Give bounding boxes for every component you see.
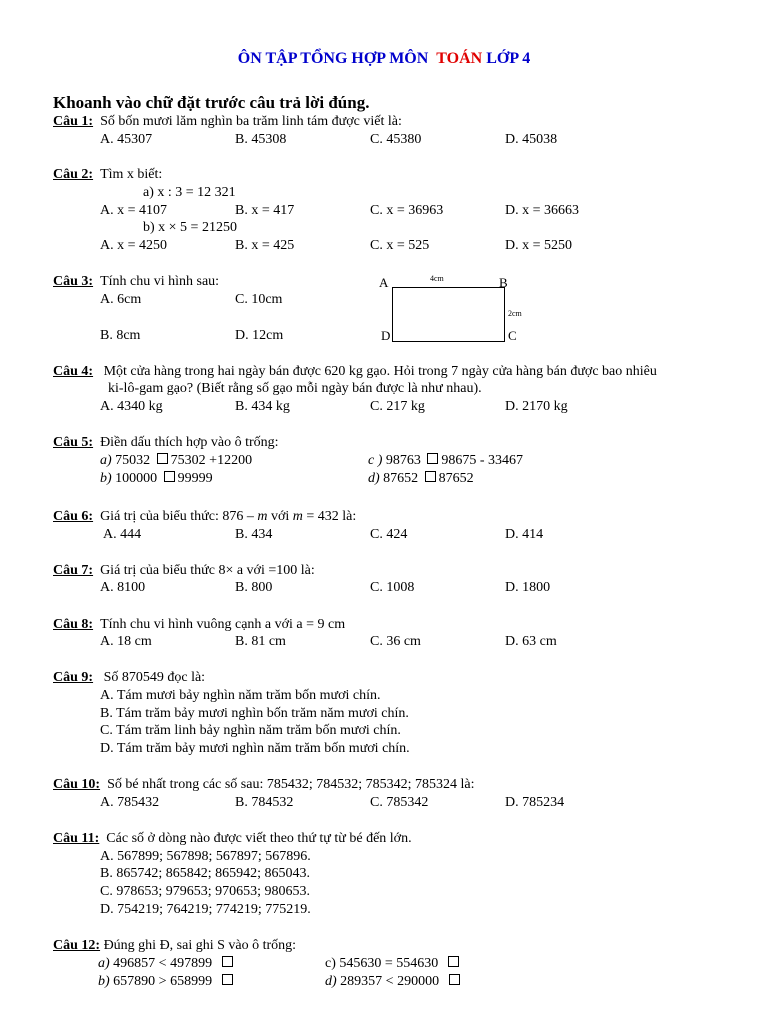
q11-option-b: B. 865742; 865842; 865942; 865043. (100, 866, 311, 881)
q2-b-option-a: A. x = 4250 (100, 238, 168, 253)
q7-option-b: B. 800 (235, 580, 273, 595)
q5-b-answer-box[interactable] (164, 471, 175, 482)
q3-stem (53, 273, 219, 291)
q3-option-c: C. 10cm (235, 292, 283, 307)
q1-option-c: C. 45380 (370, 132, 422, 147)
q2-b-option-c: C. x = 525 (370, 238, 430, 253)
q4-option-a: A. 4340 kg (100, 399, 163, 414)
q9-option-b: B. Tám trăm bảy mươi nghìn bốn trăm năm mươi chín. (100, 706, 409, 721)
q9-text: Số 870549 đọc là: (103, 670, 206, 685)
q12-item-c (325, 955, 462, 973)
q9-option-c: C. Tám trăm linh bảy nghìn năm trăm bốn mươi chín. (100, 723, 401, 738)
q6-option-c: C. 424 (370, 527, 408, 542)
q5-item-d (368, 470, 474, 488)
q7-option-d: D. 1800 (505, 580, 551, 595)
q10-option-b: B. 784532 (235, 795, 294, 810)
vertex-a-label: A (379, 275, 389, 290)
q7-option-c: C. 1008 (370, 580, 415, 595)
q12-b-text: 657890 > 658999 (113, 974, 213, 989)
q3-label: Câu 3: (53, 274, 94, 289)
title-grade: LỚP 4 (486, 50, 531, 67)
q5-d-left: 87652 (383, 471, 419, 486)
q3-option-b: B. 8cm (100, 328, 141, 343)
q12-d-letter: d) (325, 974, 337, 989)
q6-stem (53, 508, 356, 526)
q3-text: Tính chu vi hình sau: (100, 274, 220, 289)
q2-label: Câu 2: (53, 167, 94, 182)
q11-stem (53, 830, 412, 848)
vertex-d-label: D (381, 328, 391, 343)
q7-label: Câu 7: (53, 563, 94, 578)
q5-item-b (100, 470, 213, 488)
q2-text: Tìm x biết: (100, 167, 163, 182)
q8-option-b: B. 81 cm (235, 634, 286, 649)
q7-text: Giá trị của biểu thức 8× a với =100 là: (100, 563, 315, 578)
q3-option-d: D. 12cm (235, 328, 284, 343)
q5-a-left: 75032 (115, 453, 151, 468)
q10-option-d: D. 785234 (505, 795, 565, 810)
instruction: Khoanh vào chữ đặt trước câu trả lời đúng. (53, 93, 370, 112)
q6-text-pre: Giá trị của biểu thức: 876 – (100, 509, 258, 524)
q12-a-letter: a) (98, 956, 110, 971)
q5-d-letter: d) (368, 471, 380, 486)
q10-text: Số bé nhất trong các số sau: 785432; 784532; 785342; 785324 là: (107, 777, 475, 792)
width-label: 4cm (430, 274, 444, 283)
q12-label: Câu 12: (53, 938, 101, 953)
q8-text: Tính chu vi hình vuông cạnh a với a = 9 cm (100, 617, 346, 632)
q4-text-line1: Một cửa hàng trong hai ngày bán được 620 kg gạo. Hỏi trong 7 ngày cửa hàng bán được bao nhiêu (103, 364, 657, 379)
title-subject: TOÁN (436, 50, 483, 67)
q5-label: Câu 5: (53, 435, 94, 450)
q5-c-letter: c ) (368, 453, 383, 468)
q8-option-a: A. 18 cm (100, 634, 152, 649)
q10-label: Câu 10: (53, 777, 101, 792)
q12-item-a (98, 955, 236, 973)
q6-option-a: A. 444 (103, 527, 142, 542)
q5-text: Điền dấu thích hợp vào ô trống: (100, 435, 279, 450)
q10-stem (53, 776, 475, 794)
q4-option-c: C. 217 kg (370, 399, 425, 414)
q12-c-text: 545630 = 554630 (339, 956, 439, 971)
q12-a-answer-box[interactable] (222, 956, 233, 967)
q2-stem (53, 166, 162, 184)
q4-text-line2: ki-lô-gam gạo? (Biết rằng số gạo mỗi ngày bán được là như nhau). (108, 381, 482, 396)
q6-var-m2: m (292, 509, 303, 524)
q2-a-option-c: C. x = 36963 (370, 203, 444, 218)
q6-option-d: D. 414 (505, 527, 544, 542)
q11-option-d: D. 754219; 764219; 774219; 775219. (100, 902, 311, 917)
vertex-c-label: C (508, 328, 517, 343)
q5-b-left: 100000 (115, 471, 158, 486)
q2-a-option-d: D. x = 36663 (505, 203, 580, 218)
q2-part-a: a) x : 3 = 12 321 (143, 185, 236, 200)
q1-option-d: D. 45038 (505, 132, 558, 147)
q1-text: Số bốn mươi lăm nghìn ba trăm linh tám được viết là: (100, 114, 402, 129)
vertex-b-label: B (499, 275, 508, 290)
q12-b-answer-box[interactable] (222, 974, 233, 985)
q9-stem (53, 669, 205, 687)
q5-item-a (100, 452, 252, 470)
q2-b-option-d: D. x = 5250 (505, 238, 573, 253)
q12-text: Đúng ghi Đ, sai ghi S vào ô trống: (103, 938, 297, 953)
q8-option-c: C. 36 cm (370, 634, 421, 649)
q8-option-d: D. 63 cm (505, 634, 557, 649)
q4-option-b: B. 434 kg (235, 399, 290, 414)
q7-option-a: A. 8100 (100, 580, 146, 595)
rectangle-shape (392, 287, 505, 342)
q2-part-b: b) x × 5 = 21250 (143, 220, 237, 235)
q9-label: Câu 9: (53, 670, 94, 685)
q6-var-m: m (257, 509, 268, 524)
q6-text-post: = 432 là: (302, 509, 357, 524)
q5-a-letter: a) (100, 453, 112, 468)
q8-label: Câu 8: (53, 617, 94, 632)
q2-b-option-b: B. x = 425 (235, 238, 295, 253)
q5-c-right: 98675 - 33467 (441, 453, 524, 468)
q4-label: Câu 4: (53, 364, 94, 379)
q11-option-c: C. 978653; 979653; 970653; 980653. (100, 884, 311, 899)
q5-c-left: 98763 (385, 453, 421, 468)
q5-a-answer-box[interactable] (157, 453, 168, 464)
q11-label: Câu 11: (53, 831, 100, 846)
q2-a-option-a: A. x = 4107 (100, 203, 168, 218)
q11-option-a: A. 567899; 567898; 567897; 567896. (100, 849, 311, 864)
page-title (0, 50, 768, 68)
height-label: 2cm (508, 309, 522, 318)
q10-option-c: C. 785342 (370, 795, 429, 810)
q11-text: Các số ở dòng nào được viết theo thứ tự từ bé đến lớn. (106, 831, 412, 846)
q5-item-c (368, 452, 523, 470)
q2-a-option-b: B. x = 417 (235, 203, 295, 218)
q1-option-b: B. 45308 (235, 132, 287, 147)
q1-option-a: A. 45307 (100, 132, 153, 147)
q10-option-a: A. 785432 (100, 795, 160, 810)
q5-d-right: 87652 (438, 471, 474, 486)
q12-c-letter: c) (325, 956, 336, 971)
q12-stem (53, 937, 296, 955)
q5-d-answer-box[interactable] (425, 471, 436, 482)
q5-b-right: 99999 (177, 471, 213, 486)
q5-c-answer-box[interactable] (427, 453, 438, 464)
q5-a-right: 75302 +12200 (170, 453, 253, 468)
q12-item-b (98, 973, 236, 991)
q4-stem (53, 363, 657, 381)
q1-label: Câu 1: (53, 114, 94, 129)
q12-a-text: 496857 < 497899 (113, 956, 213, 971)
q1-stem (53, 113, 402, 131)
q9-option-d: D. Tám trăm bảy mươi nghìn năm trăm bốn mươi chín. (100, 741, 410, 756)
q5-stem (53, 434, 279, 452)
q12-d-answer-box[interactable] (449, 974, 460, 985)
q8-stem (53, 616, 345, 634)
title-main: ÔN TẬP TỔNG HỢP MÔN (237, 50, 429, 67)
q3-option-a: A. 6cm (100, 292, 142, 307)
q6-option-b: B. 434 (235, 527, 273, 542)
q4-option-d: D. 2170 kg (505, 399, 568, 414)
q6-label: Câu 6: (53, 509, 94, 524)
q12-d-text: 289357 < 290000 (340, 974, 440, 989)
q7-stem (53, 562, 315, 580)
q12-b-letter: b) (98, 974, 110, 989)
q12-item-d (325, 973, 463, 991)
q6-text-mid: với (267, 509, 293, 524)
q5-b-letter: b) (100, 471, 112, 486)
q9-option-a: A. Tám mươi bảy nghìn năm trăm bốn mươi chín. (100, 688, 381, 703)
q12-c-answer-box[interactable] (448, 956, 459, 967)
